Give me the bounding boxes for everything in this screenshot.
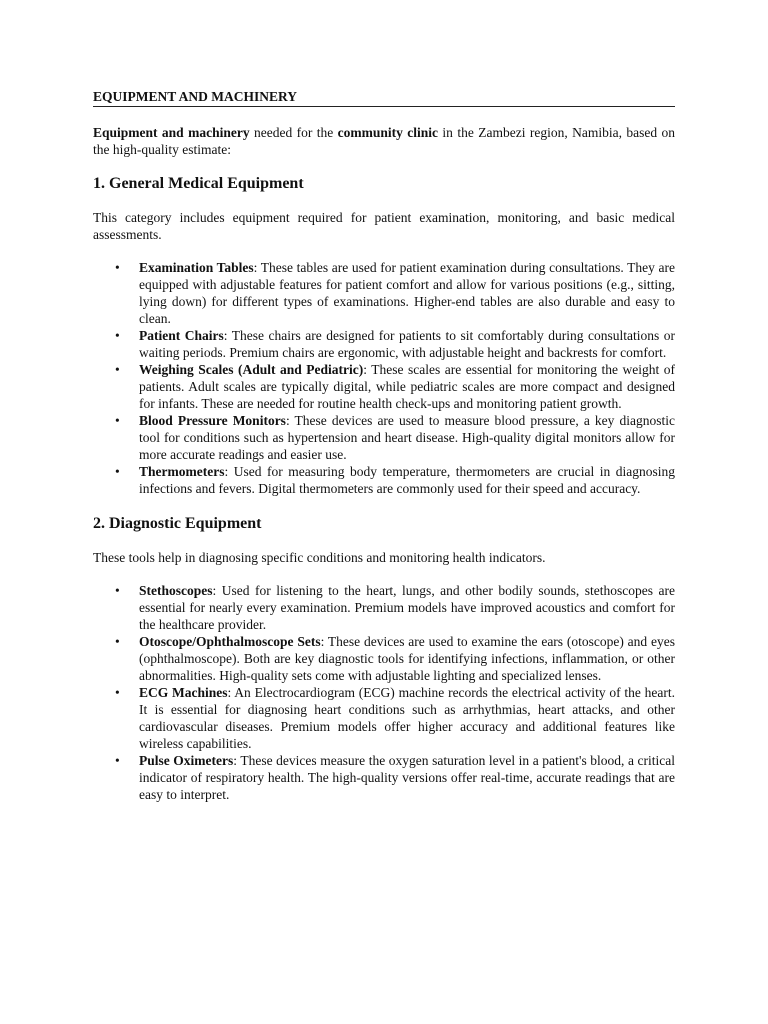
list-item xyxy=(93,327,675,361)
item-term: ECG Machines xyxy=(139,685,228,700)
section-description: This category includes equipment required for patient examination, monitoring, and basic medical assessments. xyxy=(93,210,675,242)
item-text: : An Electrocardiogram (ECG) machine records the electrical activity of the heart. It is essential for diagnosing heart conditions such as arrhythmias, heart attacks, and other cardiovascular diseases. Premium models offer higher accuracy and additional features like wireless capabilities. xyxy=(139,685,675,751)
list-item xyxy=(93,463,675,497)
list-item xyxy=(93,361,675,412)
item-text: : Used for listening to the heart, lungs, and other bodily sounds, stethoscopes are essential for nearly every examination. Premium models have improved acoustics and comfort for the healthcare provider. xyxy=(139,583,675,632)
bullet-icon: • xyxy=(115,583,120,598)
document-body xyxy=(93,88,675,803)
intro-bold-phrase: Equipment and machinery xyxy=(93,125,250,140)
bullet-list xyxy=(93,582,675,803)
document-title: EQUIPMENT AND MACHINERY xyxy=(93,88,675,107)
bullet-icon: • xyxy=(115,685,120,700)
item-term: Weighing Scales (Adult and Pediatric) xyxy=(139,362,364,377)
bullet-list xyxy=(93,259,675,497)
list-item xyxy=(93,259,675,327)
item-term: Pulse Oximeters xyxy=(139,753,234,768)
item-text: : These devices are used to measure blood pressure, a key diagnostic tool for conditions such as hypertension and heart disease. High-quality digital monitors allow for more accurate readings and easier use. xyxy=(139,413,675,462)
item-term: Stethoscopes xyxy=(139,583,213,598)
list-item xyxy=(93,633,675,684)
list-item xyxy=(93,752,675,803)
bullet-icon: • xyxy=(115,328,120,343)
list-item xyxy=(93,412,675,463)
bullet-icon: • xyxy=(115,362,120,377)
section-heading: 2. Diagnostic Equipment xyxy=(93,515,262,532)
item-term: Patient Chairs xyxy=(139,328,224,343)
bullet-icon: • xyxy=(115,634,120,649)
item-term: Otoscope/Ophthalmoscope Sets xyxy=(139,634,321,649)
bullet-icon: • xyxy=(115,464,120,479)
item-text: : These devices measure the oxygen saturation level in a patient's blood, a critical indicator of respiratory health. The high-quality versions offer real-time, accurate readings that are easy to interpret. xyxy=(139,753,675,802)
item-term: Examination Tables xyxy=(139,260,254,275)
item-text: : These tables are used for patient examination during consultations. They are equipped with adjustable features for patient comfort and allow for various positions (e.g., sitting, lying down) for different types of examinations. Higher-end tables are also durable and easy to clean. xyxy=(139,260,675,326)
intro-paragraph xyxy=(93,124,675,158)
bullet-icon: • xyxy=(115,413,120,428)
intro-text: in the Zambezi region, Namibia, based on the high-quality estimate: xyxy=(93,125,675,157)
bullet-icon: • xyxy=(115,260,120,275)
item-text: : These chairs are designed for patients to sit comfortably during consultations or waiting periods. Premium chairs are ergonomic, with adjustable height and backrests for comfort. xyxy=(139,328,675,360)
intro-bold-phrase: community clinic xyxy=(337,125,439,140)
item-term: Thermometers xyxy=(139,464,225,479)
item-term: Blood Pressure Monitors xyxy=(139,413,286,428)
bullet-icon: • xyxy=(115,753,120,768)
section-heading: 1. General Medical Equipment xyxy=(93,175,304,192)
section-description: These tools help in diagnosing specific conditions and monitoring health indicators. xyxy=(93,550,546,565)
item-text: : These devices are used to examine the ears (otoscope) and eyes (ophthalmoscope). Both are key diagnostic tools for identifying infections, inflammation, or other abnormalities. High-quality sets come with adjustable lighting and specialized lenses. xyxy=(139,634,675,683)
item-text: : These scales are essential for monitoring the weight of patients. Adult scales are typically digital, while pediatric scales are more compact and designed for infants. These are needed for routine health check-ups and monitoring patient growth. xyxy=(139,362,675,411)
list-item xyxy=(93,684,675,752)
item-text: : Used for measuring body temperature, thermometers are crucial in diagnosing infections and fevers. Digital thermometers are commonly used for their speed and accuracy. xyxy=(139,464,675,496)
intro-text: needed for the xyxy=(249,125,338,140)
list-item xyxy=(93,582,675,633)
